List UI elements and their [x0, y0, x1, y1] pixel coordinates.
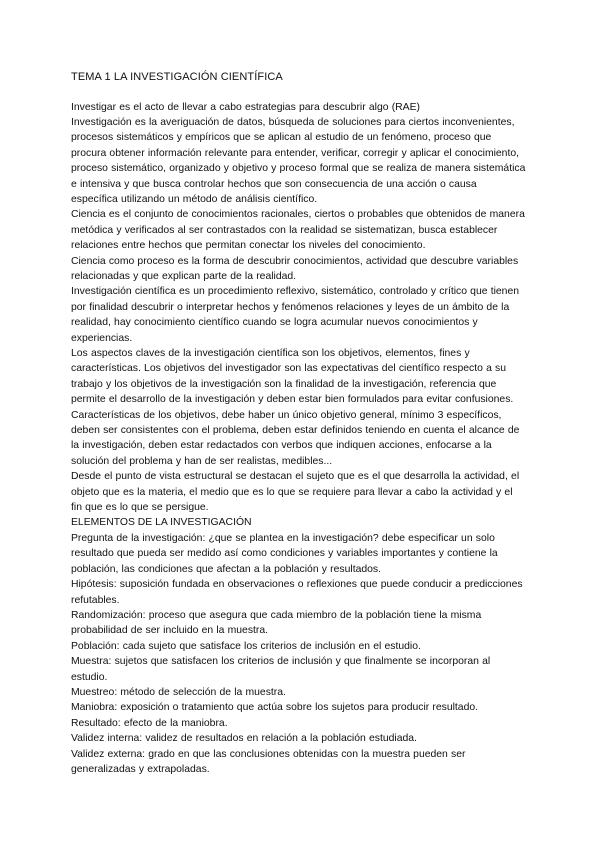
element-validez-externa: Validez externa: grado en que las conclusiones obtenidas con la muestra pueden ser generalizadas y extrapoladas.: [71, 748, 466, 775]
paragraph-punto-vista-estructural: Desde el punto de vista estructural se destacan el sujeto que es el que desarrolla la actividad, el objeto que es la materia, el medio que es lo que se requiere para llevar a cabo la actividad y el fin que es lo que se persigue.: [71, 471, 520, 514]
element-validez-interna: Validez interna: validez de resultados en relación a la población estudiada.: [71, 733, 417, 745]
paragraph-aspectos-claves: Los aspectos claves de la investigación científica son los objetivos, elementos, fines y características. Los objetivos del investigador son las expectativas del científico respecto a su trabajo y los objetivos de la investigación son la finalidad de la investigación, referencia que permite el desarrollo de la investigación y deben estar bien formulados para evitar confusiones.: [71, 348, 514, 406]
paragraph-investigacion-cientifica: Investigación científica es un procedimiento reflexivo, sistemático, controlado y crítico que tienen por finalidad descubrir o interpretar hechos y fenómenos relaciones y leyes de un ámbito de la realidad, hay conocimiento científico cuando se logra acumular nuevos conocimientos y experiencias.: [71, 286, 520, 344]
element-muestra: Muestra: sujetos que satisfacen los criterios de inclusión y que finalmente se incorporan al estudio.: [71, 656, 491, 683]
section-heading-elementos: ELEMENTOS DE LA INVESTIGACIÓN: [71, 517, 252, 529]
paragraph-ciencia: Ciencia es el conjunto de conocimientos racionales, ciertos o probables que obtenidos de manera metódica y verificados al ser contrastados con la realidad se sistematizan, busca establecer relaciones entre hechos que permitan conectar los niveles del conocimiento.: [71, 209, 525, 252]
paragraph-caracteristicas-objetivos: Características de los objetivos, debe haber un único objetivo general, mínimo 3 específicos, deben ser consistentes con el problema, deben estar definidos teniendo en cuenta el alcance de la investigación, deben estar redactados con verbos que indiquen acciones, enfocarse a la solución del problema y han de ser realistas, medibles...: [71, 409, 520, 467]
element-muestreo: Muestreo: método de selección de la muestra.: [71, 686, 286, 698]
document-title: TEMA 1 LA INVESTIGACIÓN CIENTÍFICA: [71, 71, 283, 83]
paragraph-ciencia-proceso: Ciencia como proceso es la forma de descubrir conocimientos, actividad que descubre variables relacionadas y que explican parte de la realidad.: [71, 255, 519, 282]
paragraph-investigacion: Investigación es la averiguación de datos, búsqueda de soluciones para ciertos inconvenientes, procesos sistemáticos y empíricos que se aplican al estudio de un fenómeno, proceso que procura obtener información relevante para entender, verificar, corregir y aplicar el conocimiento, proceso sistemático, organizado y objetivo y proceso formal que se realiza de manera sistemática e intensiva y que busca controlar hechos que son consecuencia de una acción o causa específica utilizando un método de análisis científico.: [71, 116, 526, 205]
element-randomizacion: Randomización: proceso que asegura que cada miembro de la población tiene la misma probabilidad de ser incluido en la muestra.: [71, 609, 482, 637]
element-maniobra: Maniobra: exposición o tratamiento que actúa sobre los sujetos para producir resultado.: [71, 702, 479, 714]
element-hipotesis: Hipótesis: suposición fundada en observaciones o reflexiones que puede conducir a predicciones refutables.: [71, 579, 523, 606]
document-body: [71, 70, 526, 777]
element-pregunta: Pregunta de la investigación: ¿que se plantea en la investigación? debe especificar un solo resultado que pueda ser medido así como condiciones y variables importantes y contiene la población, las condiciones que afectan a la población y resultados.: [71, 532, 498, 575]
paragraph-investigar: Investigar es el acto de llevar a cabo estrategias para descubrir algo (RAE): [71, 101, 420, 113]
element-resultado: Resultado: efecto de la maniobra.: [71, 717, 228, 729]
element-poblacion: Población: cada sujeto que satisface los criterios de inclusión en el estudio.: [71, 640, 421, 652]
